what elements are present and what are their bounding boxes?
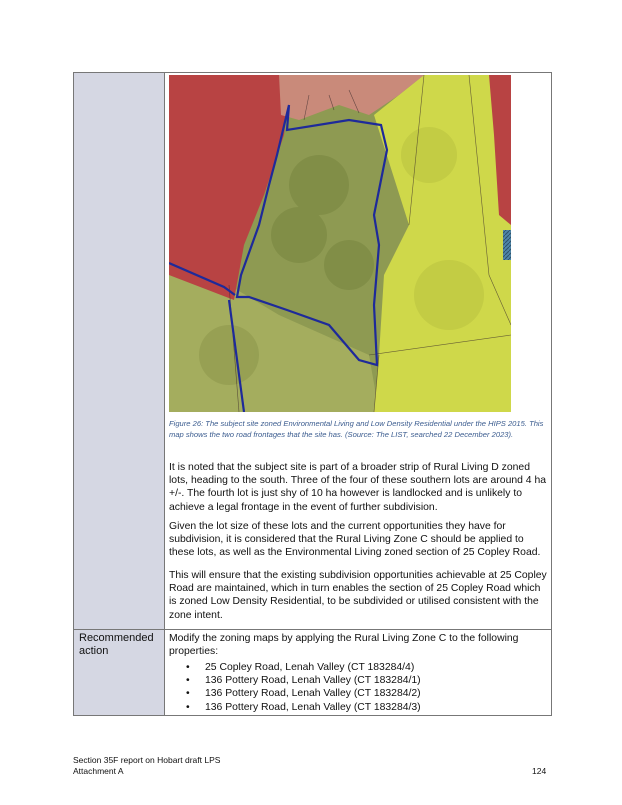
page-footer [73,755,220,777]
zoning-map [169,75,511,412]
page-number: 124 [532,766,547,776]
property-item: • 136 Pottery Road, Lenah Valley (CT 183284/1) [169,674,549,687]
blue-hatch-zone [503,230,511,260]
recommended-action-label: Recommended action [79,632,154,657]
property-list [169,661,549,714]
footer-report-title: Section 35F report on Hobart draft LPS [73,755,221,765]
recommended-action-text: Modify the zoning maps by applying the Rural Living Zone C to the following properties: [169,633,519,658]
row-divider [74,629,551,630]
zoning-map-figure [169,75,511,412]
figure-caption: Figure 26: The subject site zoned Environmental Living and Low Density Residential under the HIPS 2015. This map shows the two road frontages that the site has. (Source: The LIST, searched 22 December 2023). [169,419,544,439]
property-item: • 25 Copley Road, Lenah Valley (CT 183284/4) [169,661,549,674]
report-table [73,72,552,716]
property-item: • 136 Pottery Road, Lenah Valley (CT 183284/3) [169,701,549,714]
property-item: • 136 Pottery Road, Lenah Valley (CT 183284/2) [169,687,549,700]
paragraph-lot-size: Given the lot size of these lots and the current opportunities they have for subdivision, it is considered that the Rural Living Zone C should be applied to these lots, as well as the Environmental Living zoned section of 25 Copley Road. [169,521,541,559]
footer-attachment: Attachment A [73,766,124,776]
paragraph-subdivision: This will ensure that the existing subdivision opportunities achievable at 25 Copley Road are maintained, which in turn enables the section of 25 Copley Road which is zoned Low Density Residential, to be subdivided or utilised consistent with the zone intent. [169,570,547,621]
label-column [74,73,165,715]
paragraph-rural-living-strip: It is noted that the subject site is part of a broader strip of Rural Living D zoned lots, heading to the south. Three of the four of these southern lots are around 4 ha +/-. The fourth lot is just shy of 10 ha however is landlocked and is unlikely to achieve a legal frontage in the event of further subdivision. [169,462,547,513]
